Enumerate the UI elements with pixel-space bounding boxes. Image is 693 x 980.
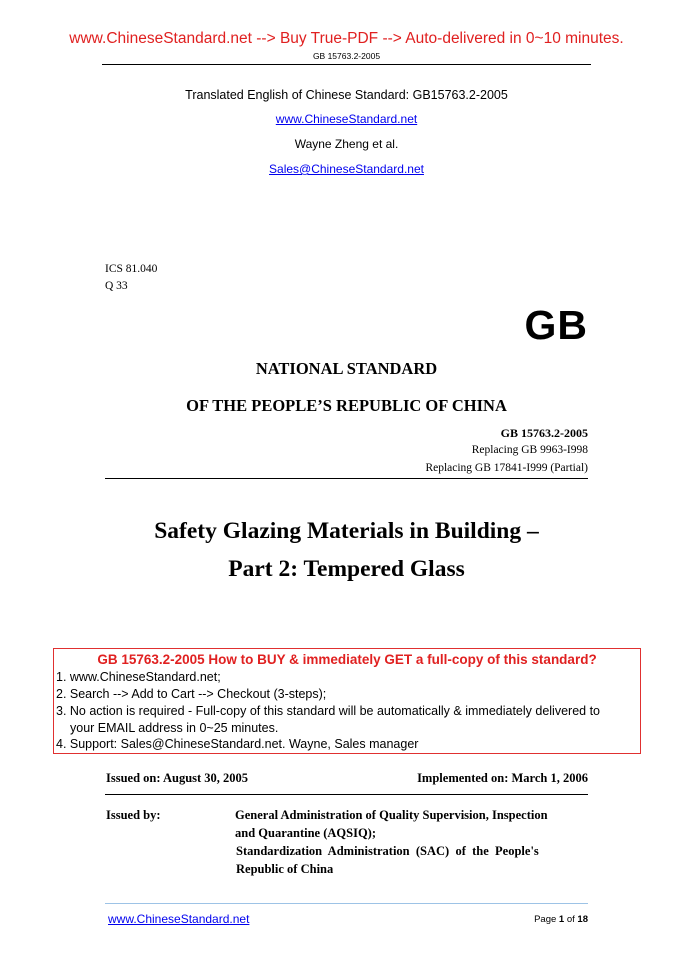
page-of: of: [564, 914, 578, 925]
purchase-step-2: 2. Search --> Add to Cart --> Checkout (3-steps);: [56, 687, 327, 701]
top-banner[interactable]: www.ChineseStandard.net --> Buy True-PDF --> Auto-delivered in 0~10 minutes.: [69, 30, 624, 47]
purchase-step-3-continued: your EMAIL address in 0~25 minutes.: [70, 721, 279, 735]
purchase-step-1[interactable]: 1. www.ChineseStandard.net;: [56, 670, 221, 684]
purchase-info-box: [53, 648, 641, 754]
header-rule: [102, 64, 591, 65]
email-link[interactable]: [0, 162, 693, 176]
site-link-text[interactable]: www.ChineseStandard.net: [275, 112, 418, 126]
prc-heading: OF THE PEOPLE’S REPUBLIC OF CHINA: [186, 396, 507, 415]
issuer-sac-line2: Republic of China: [236, 862, 334, 876]
email-link-text[interactable]: Sales@ChineseStandard.net: [269, 162, 424, 176]
page-current: 1: [558, 914, 565, 925]
ics-code: ICS 81.040: [105, 263, 158, 275]
purchase-step-4: 4. Support: Sales@ChineseStandard.net. Wayne, Sales manager: [56, 737, 419, 751]
implemented-on: Implemented on: March 1, 2006: [417, 771, 588, 785]
document-title-line2: Part 2: Tempered Glass: [228, 556, 465, 582]
page-total: 18: [577, 914, 588, 925]
author: Wayne Zheng et al.: [294, 137, 399, 151]
issuer-aqsiq-line2: and Quarantine (AQSIQ);: [235, 826, 376, 840]
gb-logo: GB: [524, 302, 588, 348]
issued-by-label: Issued by:: [106, 808, 161, 822]
page-number: [534, 914, 588, 925]
footer-link[interactable]: [108, 912, 249, 926]
heading-rule: [105, 478, 588, 479]
purchase-box-heading[interactable]: GB 15763.2-2005 How to BUY & immediately GET a full-copy of this standard?: [97, 652, 597, 667]
footer-rule: [105, 903, 588, 904]
site-link[interactable]: [0, 112, 693, 126]
page-prefix: Page: [534, 914, 559, 925]
issuer-aqsiq-line1: General Administration of Quality Supervision, Inspection: [235, 808, 548, 822]
issue-rule: [105, 794, 588, 795]
issuer-sac-line1: Standardization Administration (SAC) of the People's: [236, 844, 539, 858]
translation-note: Translated English of Chinese Standard: GB15763.2-2005: [185, 88, 508, 102]
replacing-1: Replacing GB 9963-I998: [471, 444, 588, 456]
replacing-2: Replacing GB 17841-I999 (Partial): [425, 462, 588, 474]
running-header: GB 15763.2-2005: [312, 51, 381, 61]
issued-on: Issued on: August 30, 2005: [106, 771, 249, 785]
category-code: Q 33: [105, 280, 128, 292]
purchase-step-3: 3. No action is required - Full-copy of this standard will be automatically & immediately delivered to: [56, 704, 600, 718]
document-title-line1: Safety Glazing Materials in Building –: [154, 518, 539, 544]
national-standard-heading: NATIONAL STANDARD: [255, 359, 438, 378]
footer-link-text[interactable]: www.ChineseStandard.net: [108, 912, 250, 926]
standard-number: GB 15763.2-2005: [500, 426, 588, 440]
